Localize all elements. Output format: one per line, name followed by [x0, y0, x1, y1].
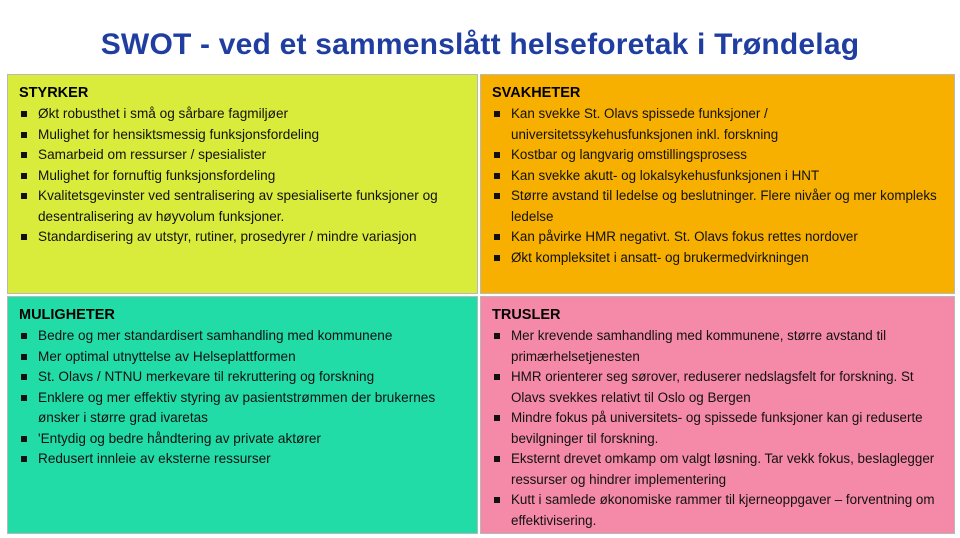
list-item: Enklere og mer effektiv styring av pasientstrømmen der brukernes ønsker i større grad ivaretas: [17, 388, 469, 429]
list-item: Kan påvirke HMR negativt. St. Olavs fokus rettes nordover: [490, 227, 946, 248]
list-item: Økt robusthet i små og sårbare fagmiljøer: [17, 104, 469, 125]
list-item: Økt kompleksitet i ansatt- og brukermedvirkningen: [490, 248, 946, 269]
list-item: Mulighet for hensiktsmessig funksjonsfordeling: [17, 125, 469, 146]
list-item: Standardisering av utstyr, rutiner, prosedyrer / mindre variasjon: [17, 227, 469, 248]
list-item: Kutt i samlede økonomiske rammer til kjerneoppgaver – forventning om effektivisering.: [490, 490, 946, 531]
threats-title: TRUSLER: [492, 307, 561, 323]
strengths-quadrant: [7, 74, 478, 294]
list-item: Mulighet for fornuftig funksjonsfordeling: [17, 166, 469, 187]
list-item: St. Olavs / NTNU merkevare til rekruttering og forskning: [17, 367, 469, 388]
list-item: Mindre fokus på universitets- og spissede funksjoner kan gi reduserte bevilgninger til forskning.: [490, 408, 946, 449]
list-item: Mer optimal utnyttelse av Helseplattformen: [17, 347, 469, 368]
list-item: HMR orienterer seg sørover, reduserer nedslagsfelt for forskning. St Olavs svekkes relativt til Oslo og Bergen: [490, 367, 946, 408]
list-item: Kvalitetsgevinster ved sentralisering av spesialiserte funksjoner og desentralisering av høyvolum funksjoner.: [17, 186, 469, 227]
list-item: Kan svekke St. Olavs spissede funksjoner / universitetssykehusfunksjonen inkl. forskning: [490, 104, 946, 145]
weaknesses-quadrant: [480, 74, 955, 294]
opportunities-list: [17, 326, 469, 470]
threats-quadrant: [480, 296, 955, 534]
list-item: Eksternt drevet omkamp om valgt løsning. Tar vekk fokus, beslaglegger ressurser og hindrer implementering: [490, 449, 946, 490]
weaknesses-title: SVAKHETER: [492, 85, 581, 101]
opportunities-quadrant: [7, 296, 478, 534]
list-item: 'Entydig og bedre håndtering av private aktører: [17, 429, 469, 450]
page-title: SWOT - ved et sammenslått helseforetak i Trøndelag: [100, 28, 860, 61]
threats-list: [490, 326, 946, 531]
list-item: Samarbeid om ressurser / spesialister: [17, 145, 469, 166]
list-item: Mer krevende samhandling med kommunene, større avstand til primærhelsetjenesten: [490, 326, 946, 367]
list-item: Redusert innleie av eksterne ressurser: [17, 449, 469, 470]
list-item: Kostbar og langvarig omstillingsprosess: [490, 145, 946, 166]
strengths-title: STYRKER: [19, 85, 89, 101]
list-item: Kan svekke akutt- og lokalsykehusfunksjonen i HNT: [490, 166, 946, 187]
strengths-list: [17, 104, 469, 248]
weaknesses-list: [490, 104, 946, 268]
list-item: Større avstand til ledelse og beslutninger. Flere nivåer og mer kompleks ledelse: [490, 186, 946, 227]
swot-grid: [7, 74, 955, 534]
opportunities-title: MULIGHETER: [19, 307, 115, 323]
list-item: Bedre og mer standardisert samhandling med kommunene: [17, 326, 469, 347]
